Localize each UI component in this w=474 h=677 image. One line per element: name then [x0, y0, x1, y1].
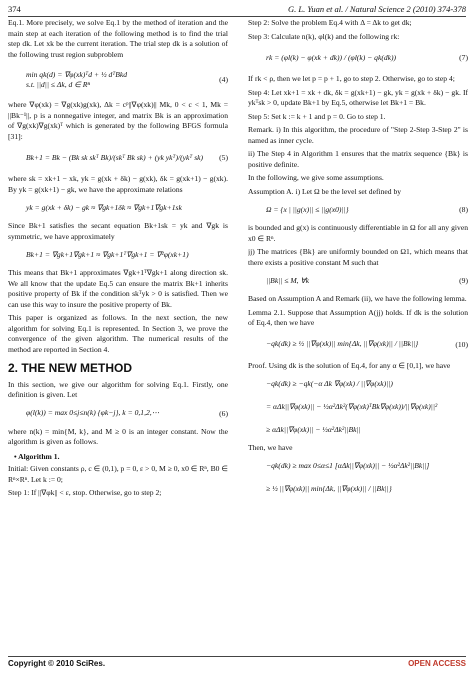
equation-4: [8, 63, 228, 97]
algorithm-step-1: Step 1: If ||∇φk|| < ε, stop. Otherwise, go to step 2;: [8, 488, 162, 497]
paragraph: where sk = xk+1 − xk, yk = g(xk + δk) − g(xk), δk = g(xk+1) − g(xk). By yk = g(xk+1) − gk, we have the approximate relations: [8, 174, 228, 194]
paragraph: If rk < ρ, then we let p = p + 1, go to step 2. Otherwise, go to step 4;: [248, 74, 455, 83]
equation-10: [248, 332, 468, 358]
lemma-2-1: Lemma 2.1. Suppose that Assumption A(jj) holds. If dk is the solution of Eq.4, then we have: [248, 307, 468, 327]
proof-equation: ≥ αΔk||∇φ(xk)|| − ½α²Δk²||Bk||: [266, 424, 361, 434]
proof-equation: −qk(dk) ≥ max 0≤α≤1 [αΔk||∇φ(xk)|| − ½α²Δk²||Bk||]: [266, 461, 430, 471]
algorithm-initial: Initial: Given constants ρ, c ∈ (0,1), p = 0, ε > 0, M ≥ 0, x0 ∈ Rⁿ, B0 ∈ Rⁿ×Rⁿ. Let k := 0;: [8, 464, 228, 484]
algorithm-step-2: Step 2: Solve the problem Eq.4 with Δ = Δk to get dk;: [248, 18, 412, 27]
equation-body: φ(l(k)) = max 0≤j≤n(k) {φk−j}, k = 0,1,2,⋯: [26, 408, 160, 418]
equation-line: min qk(d) = ∇φ(xk)ᵀd + ½ dᵀBkd: [26, 69, 128, 79]
remark: ii) The Step 4 in Algorithm 1 ensures that the matrix sequence {Bk} is positive definite.: [248, 149, 468, 169]
section-title: 2. THE NEW METHOD: [8, 361, 133, 375]
equation-number: (8): [459, 204, 468, 214]
equation-8: [248, 200, 468, 220]
equation-5: [8, 145, 228, 171]
algorithm-step-5: Step 5: Set k := k + 1 and p = 0. Go to step 1.: [248, 111, 386, 121]
proof: Proof. Using dk is the solution of Eq.4, for any α ∈ [0,1], we have: [248, 360, 451, 370]
equation-6: [8, 404, 228, 424]
paragraph: Since Bk+1 satisfies the secant equation Bk+1sk = yk and ∇gk is symmetric, we have approximately: [8, 221, 228, 241]
proof-equation: = αΔk||∇φ(xk)|| − ½α²Δk²(∇φ(xk)ᵀBk∇φ(xk))/||∇φ(xk)||²: [266, 401, 438, 411]
equation-body: Bk+1 = ∇gk+1∇gk+1 ≈ ∇gk+1ᵀ∇gk+1 = ∇²φ(xk+1): [26, 249, 189, 259]
equation-number: (7): [459, 52, 468, 62]
equation-number: (4): [219, 74, 228, 84]
paragraph: In the following, we give some assumptions.: [248, 173, 384, 182]
equation-number: (10): [455, 339, 468, 349]
page-number: 374: [8, 4, 21, 14]
proof-equation: ≥ ½ ||∇φ(xk)|| min{Δk, ||∇φ(xk)|| / ||Bk||}: [266, 484, 392, 494]
paragraph: Then, we have: [248, 443, 293, 452]
approx-equation-2: [8, 245, 228, 265]
algorithm-title: • Algorithm 1.: [14, 451, 60, 461]
right-column: [248, 18, 468, 658]
equation-line: s.t. ||d|| ≤ Δk, d ∈ Rⁿ: [26, 80, 90, 89]
remark: Remark. i) In this algorithm, the procedure of "Step 2-Step 3-Step 2" is named as inner cycle.: [248, 125, 468, 145]
paragraph: jj) The matrices {Bk} are uniformly bounded on Ω1, which means that there exists a positive constant M such that: [248, 247, 468, 267]
equation-9: [248, 271, 468, 291]
paragraph: Eq.1. More precisely, we solve Eq.1 by the method of iteration and the main step at each iteration of the following method is to find the trial step dk. Let xk be the current iteration. The trial step dk is a solution of the following trust region subproblem: [8, 18, 228, 59]
equation-body: −qk(dk) ≥ ½ ||∇φ(xk)|| min{Δk, ||∇φ(xk)|| / ||Bk||}: [266, 339, 419, 349]
paragraph: where n(k) = min{M, k}, and M ≥ 0 is an integer constant. Now the algorithm is given as follows.: [8, 426, 228, 446]
left-column: [8, 18, 228, 658]
algorithm-step-3: Step 3: Calculate n(k), φl(k) and the following rk:: [248, 31, 400, 41]
equation-body: Bk+1 = Bk − (Bk sk skᵀ Bk)/(skᵀ Bk sk) + (yk ykᵀ)/(ykᵀ sk): [26, 152, 204, 162]
copyright: Copyright © 2010 SciRes.: [8, 659, 106, 668]
approx-equation: [8, 198, 228, 218]
open-access-link[interactable]: OPEN ACCESS: [408, 659, 466, 668]
equation-number: (9): [459, 275, 468, 285]
assumption-a: Assumption A. i) Let Ω be the level set defined by: [248, 186, 402, 196]
running-title: G. L. Yuan et al. / Natural Science 2 (2010) 374-378: [288, 4, 466, 14]
equation-body: rk = (φl(k) − φ(xk + dk)) / (φl(k) − qk(dk)): [266, 52, 397, 62]
proof-equation: −qk(dk) ≥ −qk(−α Δk ∇φ(xk) / ||∇φ(xk)||): [266, 378, 393, 388]
page-header: [8, 4, 466, 16]
paragraph: This paper is organized as follows. In the next section, the new algorithm for solving Eq.1 is represented. In Section 3, we prove the convergence of the given algorithm. The numerical results of the method are reported in Section 4.: [8, 313, 228, 354]
paragraph: Based on Assumption A and Remark (ii), we have the following lemma.: [248, 294, 467, 303]
page-footer: [8, 659, 466, 671]
equation-number: (5): [219, 152, 228, 162]
paragraph: is bounded and g(x) is continuously differentiable in Ω for all any given x0 ∈ Rⁿ.: [248, 223, 468, 243]
paragraph: This means that Bk+1 approximates ∇gk+1ᵀ∇gk+1 along direction sk. We all know that the update Eq.5 can ensure the matrix Bk+1 inherits positive property of Bk if the condition skᵀyk > 0 is satisfied. Then we can use this way to insure the positive property of Bk.: [8, 268, 228, 309]
equation-7: [248, 45, 468, 71]
equation-number: (6): [219, 408, 228, 418]
footer-rule: [8, 656, 466, 657]
header-rule: [8, 16, 466, 17]
algorithm-step-4: Step 4: Let xk+1 = xk + dk, δk = g(xk+1) − gk, yk = g(xk + δk) − gk. If ykᵀsk > 0, update Bk+1 by Eq.5, otherwise let Bk+1 = Bk.: [248, 87, 468, 107]
equation-body: ||Bk|| ≤ M, ∀k: [266, 275, 310, 285]
equation-body: yk = g(xk + δk) − gk ≈ ∇gk+1δk ≈ ∇gk+1∇gk+1sk: [26, 202, 182, 212]
paragraph: where ∇φ(xk) = ∇g(xk)g(xk), Δk = cᵖ||∇φ(xk)|| Mk, 0 < c < 1, Mk = ||Bk⁻¹||, p is a nonnegative integer, and matrix Bk is an approximation of ∇g(xk)∇g(xk)ᵀ which is generated by the following BFGS formula [31]:: [8, 100, 228, 141]
equation-body: Ω = {x | ||g(x)|| ≤ ||g(x0)||}: [266, 204, 349, 214]
paragraph: In this section, we give our algorithm for solving Eq.1. Firstly, one definition is given. Let: [8, 379, 228, 399]
